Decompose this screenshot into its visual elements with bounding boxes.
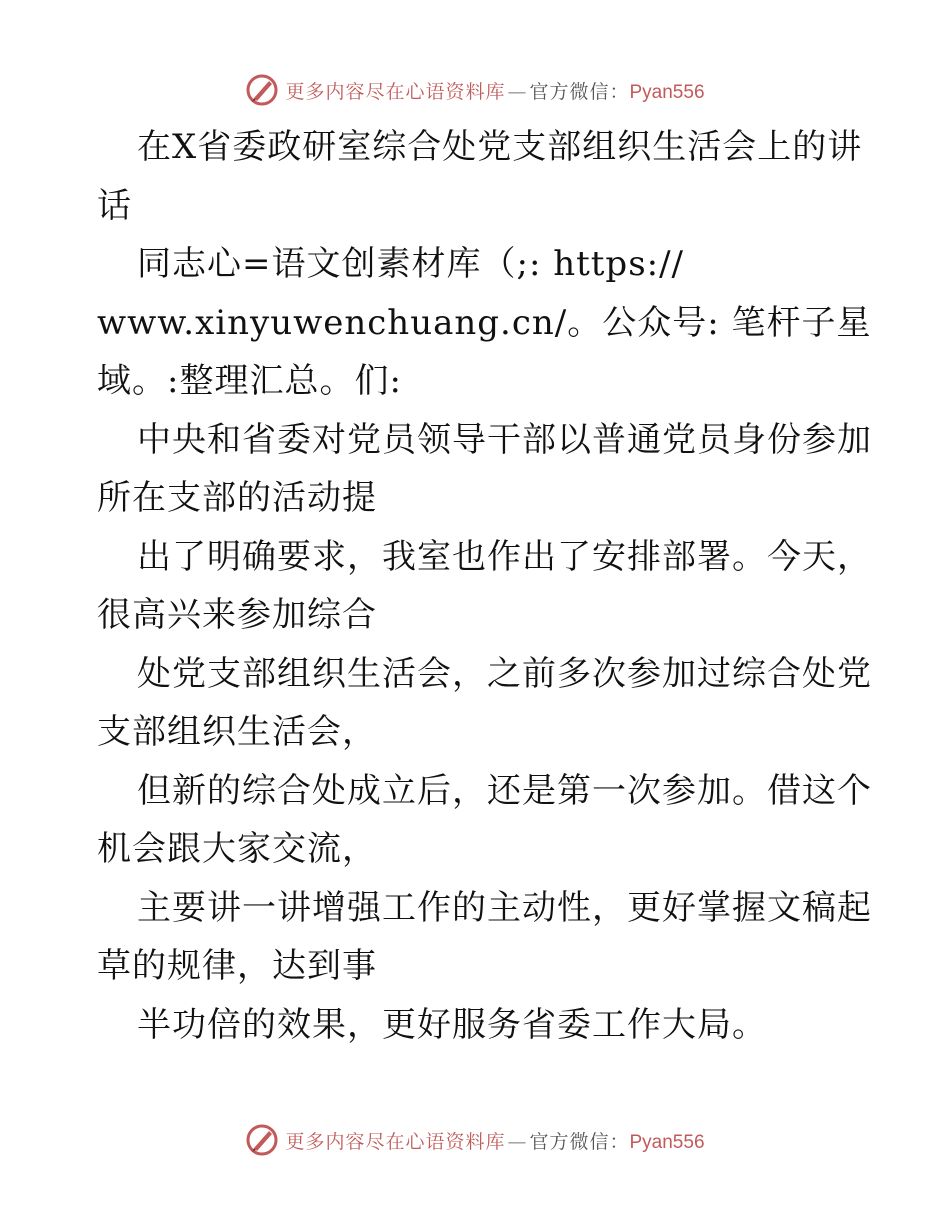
paragraph-line: 同志心=语文创素材库（;: https:// bbox=[137, 244, 685, 284]
paragraph-line: 草的规律，达到事 bbox=[97, 946, 377, 986]
paragraph-line: 半功倍的效果，更好服务省委工作大局。 bbox=[137, 1004, 767, 1045]
paragraph-line: 域。:整理汇总。们: bbox=[97, 361, 402, 401]
header-banner bbox=[0, 70, 950, 110]
pen-logo-icon bbox=[245, 73, 279, 107]
title-line-2: 话 bbox=[97, 185, 132, 226]
paragraph-line: www.xinyuwenchuang.cn/。公众号: 笔杆子星 bbox=[97, 302, 872, 343]
paragraph-line: 所在支部的活动提 bbox=[97, 478, 377, 518]
paragraph-line: 主要讲一讲增强工作的主动性，更好掌握文稿起 bbox=[137, 887, 872, 928]
document-body bbox=[97, 118, 872, 1054]
paragraph-line: 出了明确要求，我室也作出了安排部署。今天， bbox=[137, 536, 872, 577]
paragraph-line: 机会跟大家交流， bbox=[97, 829, 377, 869]
paragraph-line: 中央和省委对党员领导干部以普通党员身份参加 bbox=[137, 419, 872, 460]
paragraph-line: 支部组织生活会， bbox=[97, 712, 377, 752]
header-banner-text: 更多内容尽在心语资料库 — 官方微信：Pyan556 bbox=[285, 80, 705, 103]
title-line-1: 在X省委政研室综合处党支部组织生活会上的讲 bbox=[137, 127, 863, 167]
footer-banner-text: 更多内容尽在心语资料库 — 官方微信：Pyan556 bbox=[285, 1130, 705, 1153]
paragraph-line: 处党支部组织生活会，之前多次参加过综合处党 bbox=[137, 653, 872, 694]
paragraph-line: 很高兴来参加综合 bbox=[97, 595, 377, 635]
paragraph-line: 但新的综合处成立后，还是第一次参加。借这个 bbox=[137, 770, 872, 811]
footer-banner bbox=[0, 1120, 950, 1160]
pen-logo-icon bbox=[245, 1123, 279, 1157]
